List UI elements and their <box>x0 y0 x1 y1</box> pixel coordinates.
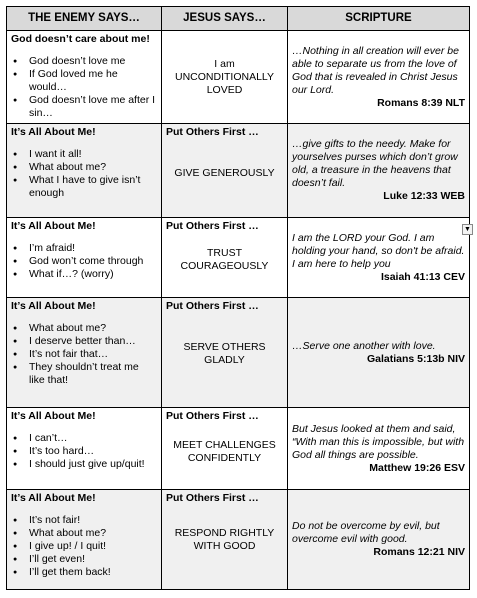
verse-text: I am the LORD your God. I am holding your hand, so don't be afraid. I am here to help you <box>292 231 465 270</box>
scripture-cell <box>288 298 470 408</box>
jesus-cell <box>162 218 288 298</box>
jesus-cell <box>162 124 288 218</box>
list-item: ● It’s not fair that… <box>29 348 157 361</box>
jesus-says-text: RESPOND RIGHTLY WITH GOOD <box>174 527 275 552</box>
header-scripture: SCRIPTURE <box>288 7 470 31</box>
list-item: ● I want it all! <box>29 148 157 161</box>
enemy-cell <box>7 218 162 298</box>
list-item: ● I can’t… <box>29 432 157 445</box>
verse-reference: Luke 12:33 WEB <box>383 190 465 202</box>
verse-reference: Romans 12:21 NIV <box>373 546 465 558</box>
jesus-cell <box>162 31 288 124</box>
list-item: ● What about me? <box>29 161 157 174</box>
scripture-cell <box>288 218 470 298</box>
enemy-list <box>11 322 157 387</box>
list-item: ● It’s too hard… <box>29 445 157 458</box>
list-item: ● I give up! / I quit! <box>29 540 157 553</box>
verse-text: Do not be overcome by evil, but overcome evil with good. <box>292 520 440 545</box>
jesus-says-text: I am UNCONDITIONALLY LOVED <box>175 57 274 96</box>
verse-text: But Jesus looked at them and said, “With man this is impossible, but with God all things are possible. <box>292 422 465 461</box>
scripture-cell <box>288 490 470 590</box>
verse-reference: Romans 8:39 NLT <box>377 96 465 109</box>
enemy-list <box>11 432 157 471</box>
list-item: ● They shouldn’t treat me like that! <box>29 361 157 387</box>
scripture-cell <box>288 31 470 124</box>
verse-reference: Matthew 19:26 ESV <box>369 461 465 474</box>
jesus-cell <box>162 408 288 490</box>
list-item: ● What I have to give isn’t enough <box>29 174 157 200</box>
enemy-heading: It’s All About Me! <box>11 300 96 312</box>
header-jesus-says: JESUS SAYS… <box>162 7 288 31</box>
jesus-cell <box>162 298 288 408</box>
header-enemy-says: THE ENEMY SAYS… <box>7 7 162 31</box>
table-row <box>7 31 470 124</box>
table-row <box>7 298 470 408</box>
table-row <box>7 408 470 490</box>
list-item: ● If God loved me he would… <box>29 68 157 94</box>
list-item: ● I’ll get even! <box>29 553 157 566</box>
list-item: ● I’ll get them back! <box>29 566 157 579</box>
verse-text: …Nothing in all creation will ever be able to separate us from the love of God that is revealed in Christ Jesus our Lord. <box>292 44 459 96</box>
table-row <box>7 218 470 298</box>
verse-reference: Galatians 5:13b NIV <box>366 352 465 365</box>
scripture-cell <box>288 408 470 490</box>
enemy-cell <box>7 298 162 408</box>
list-item: ● What about me? <box>29 527 157 540</box>
verse-text: …give gifts to the needy. Make for yourselves purses which don’t grow old, a treasure in the heavens that doesn’t fail. <box>292 138 458 189</box>
list-item: ● I deserve better than… <box>29 335 157 348</box>
jesus-heading: Put Others First … <box>166 492 259 504</box>
enemy-cell <box>7 31 162 124</box>
jesus-heading: Put Others First … <box>166 220 259 232</box>
enemy-list <box>11 55 157 120</box>
jesus-says-text: TRUST COURAGEOUSLY <box>180 247 269 272</box>
enemy-heading: It’s All About Me! <box>11 492 96 504</box>
jesus-says-text: MEET CHALLENGES CONFIDENTLY <box>173 439 276 464</box>
list-item: ● What about me? <box>29 322 157 335</box>
enemy-list <box>11 148 157 200</box>
list-item: ● God won’t come through <box>29 255 157 268</box>
header-row <box>7 7 470 31</box>
enemy-list <box>11 514 157 579</box>
list-item: ● What if…? (worry) <box>29 268 157 281</box>
list-item: ● God doesn’t love me <box>29 55 157 68</box>
list-item: ● It’s not fair! <box>29 514 157 527</box>
enemy-cell <box>7 408 162 490</box>
enemy-heading: God doesn’t care about me! <box>11 33 150 45</box>
enemy-cell <box>7 124 162 218</box>
list-item: ● I’m afraid! <box>29 242 157 255</box>
enemy-heading: It’s All About Me! <box>11 410 96 422</box>
table-row <box>7 490 470 590</box>
verse-reference: Isaiah 41:13 CEV <box>380 270 465 283</box>
jesus-heading: Put Others First … <box>166 410 259 422</box>
list-item: ● I should just give up/quit! <box>29 458 157 471</box>
enemy-heading: It’s All About Me! <box>11 220 96 232</box>
jesus-says-text: GIVE GENEROUSLY <box>174 167 275 179</box>
scripture-table <box>6 6 470 590</box>
jesus-cell <box>162 490 288 590</box>
enemy-cell <box>7 490 162 590</box>
jesus-heading: Put Others First … <box>166 300 259 312</box>
list-item: ● God doesn’t love me after I sin… <box>29 94 157 120</box>
verse-text: …Serve one another with love. <box>292 339 436 352</box>
enemy-list <box>11 242 157 281</box>
jesus-heading: Put Others First … <box>166 126 259 138</box>
enemy-heading: It’s All About Me! <box>11 126 96 138</box>
chevron-down-icon[interactable]: ▼ <box>462 224 473 235</box>
table-row <box>7 124 470 218</box>
scripture-cell <box>288 124 470 218</box>
jesus-says-text: SERVE OTHERS GLADLY <box>183 341 266 366</box>
